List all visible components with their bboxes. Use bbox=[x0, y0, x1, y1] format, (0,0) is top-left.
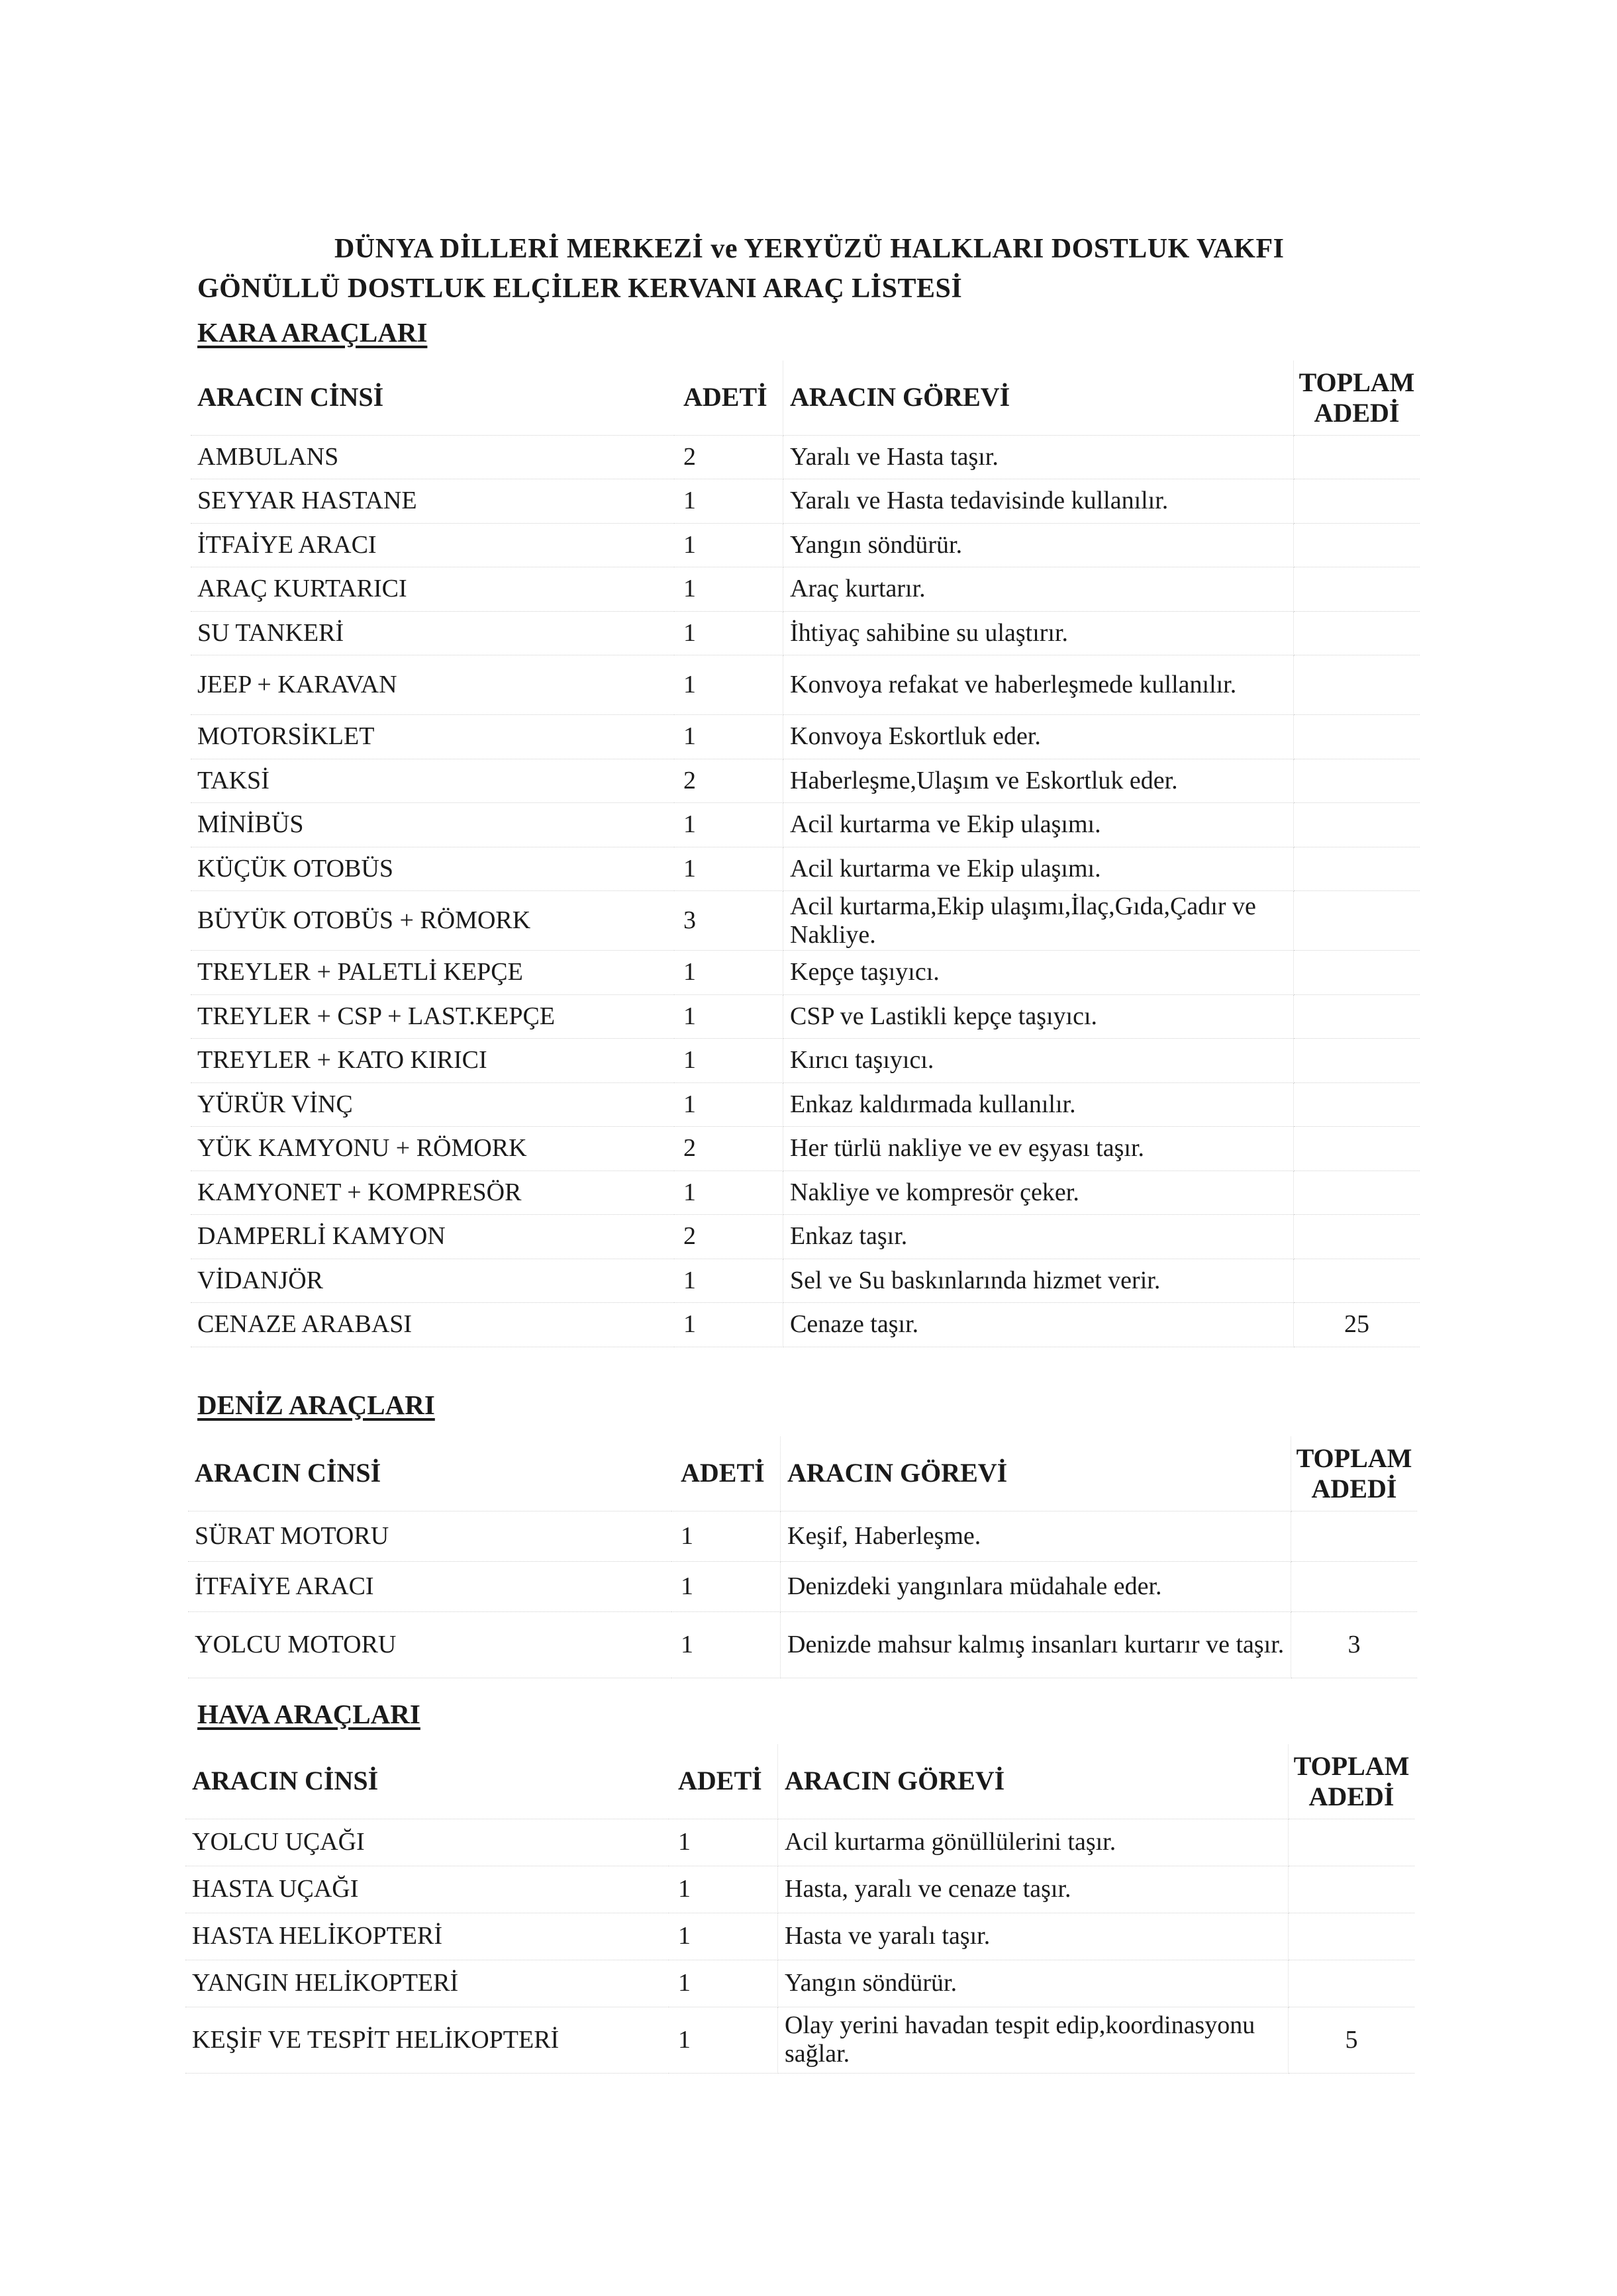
foundation-title: DÜNYA DİLLERİ MERKEZİ ve YERYÜZÜ HALKLARI DOSTLUK VAKFI bbox=[334, 234, 1285, 264]
table-row bbox=[191, 759, 1420, 803]
vehicle-task-cell: Yangın söndürür. bbox=[783, 523, 1294, 567]
section-total-cell bbox=[1294, 1039, 1420, 1083]
vehicle-task-cell: Konvoya Eskortluk eder. bbox=[783, 715, 1294, 759]
vehicle-qty-cell: 1 bbox=[674, 847, 783, 891]
col-header-total-line1: TOPLAM bbox=[1293, 1750, 1410, 1781]
col-header-type: ARACIN CİNSİ bbox=[191, 361, 674, 435]
vehicle-type-cell: YÜRÜR VİNÇ bbox=[191, 1082, 674, 1127]
section-total-cell bbox=[1294, 1082, 1420, 1127]
table-row bbox=[188, 1611, 1417, 1678]
table-row bbox=[191, 479, 1420, 524]
vehicle-task-cell: Kepçe taşıyıcı. bbox=[783, 951, 1294, 995]
vehicle-type-cell: VİDANJÖR bbox=[191, 1259, 674, 1303]
table-row bbox=[191, 1127, 1420, 1171]
section-total-cell bbox=[1294, 479, 1420, 524]
vehicle-type-cell: İTFAİYE ARACI bbox=[191, 523, 674, 567]
vehicle-task-cell: İhtiyaç sahibine su ulaştırır. bbox=[783, 611, 1294, 655]
vehicle-type-cell: DAMPERLİ KAMYON bbox=[191, 1215, 674, 1259]
vehicle-task-cell: Yangın söndürür. bbox=[778, 1960, 1289, 2007]
vehicle-task-cell: Yaralı ve Hasta taşır. bbox=[783, 435, 1294, 479]
vehicle-qty-cell: 1 bbox=[669, 1819, 778, 1866]
vehicle-type-cell: İTFAİYE ARACI bbox=[188, 1561, 671, 1611]
vehicle-task-cell: Kırıcı taşıyıcı. bbox=[783, 1039, 1294, 1083]
table-row bbox=[191, 1303, 1420, 1347]
section-title-land: KARA ARAÇLARI bbox=[197, 317, 428, 348]
section-total-cell: 3 bbox=[1291, 1611, 1418, 1678]
air-vehicles-table bbox=[185, 1745, 1414, 2074]
section-total-cell bbox=[1294, 655, 1420, 715]
col-header-total bbox=[1294, 361, 1420, 435]
vehicle-qty-cell: 1 bbox=[674, 523, 783, 567]
table-row bbox=[185, 2007, 1414, 2073]
vehicle-qty-cell: 1 bbox=[671, 1561, 781, 1611]
table-row bbox=[191, 523, 1420, 567]
vehicle-qty-cell: 1 bbox=[674, 1303, 783, 1347]
section-total-cell bbox=[1294, 1127, 1420, 1171]
vehicle-qty-cell: 1 bbox=[674, 479, 783, 524]
vehicle-qty-cell: 2 bbox=[674, 759, 783, 803]
table-row bbox=[185, 1913, 1414, 1960]
vehicle-qty-cell: 1 bbox=[674, 715, 783, 759]
col-header-type: ARACIN CİNSİ bbox=[188, 1437, 671, 1511]
table-row bbox=[191, 891, 1420, 951]
vehicle-qty-cell: 1 bbox=[669, 1866, 778, 1913]
section-total-cell bbox=[1294, 1259, 1420, 1303]
section-total-cell bbox=[1294, 951, 1420, 995]
table-row bbox=[185, 1819, 1414, 1866]
vehicle-task-cell: Enkaz kaldırmada kullanılır. bbox=[783, 1082, 1294, 1127]
vehicle-type-cell: TREYLER + KATO KIRICI bbox=[191, 1039, 674, 1083]
vehicle-qty-cell: 1 bbox=[669, 1913, 778, 1960]
vehicle-type-cell: TREYLER + PALETLİ KEPÇE bbox=[191, 951, 674, 995]
col-header-total-line2: ADEDİ bbox=[1314, 397, 1400, 428]
section-total-cell bbox=[1294, 1215, 1420, 1259]
col-header-task: ARACIN GÖREVİ bbox=[781, 1437, 1291, 1511]
vehicle-task-cell: Enkaz taşır. bbox=[783, 1215, 1294, 1259]
vehicle-task-cell: Acil kurtarma ve Ekip ulaşımı. bbox=[783, 803, 1294, 847]
col-header-qty: ADETİ bbox=[669, 1745, 778, 1819]
col-header-total bbox=[1289, 1745, 1415, 1819]
table-row bbox=[191, 1215, 1420, 1259]
table-row bbox=[191, 847, 1420, 891]
section-total-cell bbox=[1289, 1866, 1415, 1913]
vehicle-task-cell: Araç kurtarır. bbox=[783, 567, 1294, 612]
vehicle-type-cell: KAMYONET + KOMPRESÖR bbox=[191, 1171, 674, 1215]
vehicle-qty-cell: 1 bbox=[674, 951, 783, 995]
vehicle-qty-cell: 1 bbox=[674, 1171, 783, 1215]
vehicle-type-cell: TAKSİ bbox=[191, 759, 674, 803]
table-row bbox=[191, 655, 1420, 715]
section-total-cell bbox=[1291, 1511, 1418, 1561]
vehicle-task-cell: Acil kurtarma,Ekip ulaşımı,İlaç,Gıda,Çadır ve Nakliye. bbox=[783, 891, 1294, 951]
table-row bbox=[191, 1259, 1420, 1303]
vehicle-task-cell: Olay yerini havadan tespit edip,koordinasyonu sağlar. bbox=[778, 2007, 1289, 2073]
vehicle-task-cell: Yaralı ve Hasta tedavisinde kullanılır. bbox=[783, 479, 1294, 524]
vehicle-qty-cell: 2 bbox=[674, 1127, 783, 1171]
table-row bbox=[191, 715, 1420, 759]
section-total-cell bbox=[1289, 1819, 1415, 1866]
section-total-cell bbox=[1294, 611, 1420, 655]
sea-vehicles-table bbox=[188, 1437, 1417, 1678]
table-row bbox=[185, 1960, 1414, 2007]
vehicle-type-cell: ARAÇ KURTARICI bbox=[191, 567, 674, 612]
vehicle-task-cell: Sel ve Su baskınlarında hizmet verir. bbox=[783, 1259, 1294, 1303]
col-header-qty: ADETİ bbox=[674, 361, 783, 435]
vehicle-task-cell: Her türlü nakliye ve ev eşyası taşır. bbox=[783, 1127, 1294, 1171]
land-vehicles-table bbox=[191, 361, 1420, 1347]
vehicle-task-cell: Acil kurtarma gönüllülerini taşır. bbox=[778, 1819, 1289, 1866]
col-header-task: ARACIN GÖREVİ bbox=[778, 1745, 1289, 1819]
vehicle-task-cell: Denizdeki yangınlara müdahale eder. bbox=[781, 1561, 1291, 1611]
col-header-type: ARACIN CİNSİ bbox=[185, 1745, 669, 1819]
section-total-cell bbox=[1294, 435, 1420, 479]
vehicle-qty-cell: 1 bbox=[671, 1511, 781, 1561]
vehicle-type-cell: SEYYAR HASTANE bbox=[191, 479, 674, 524]
vehicle-task-cell: Denizde mahsur kalmış insanları kurtarır ve taşır. bbox=[781, 1611, 1291, 1678]
vehicle-type-cell: MOTORSİKLET bbox=[191, 715, 674, 759]
section-total-cell bbox=[1294, 803, 1420, 847]
table-row bbox=[191, 951, 1420, 995]
vehicle-qty-cell: 1 bbox=[674, 567, 783, 612]
list-title: GÖNÜLLÜ DOSTLUK ELÇİLER KERVANI ARAÇ LİSTESİ bbox=[197, 273, 963, 304]
vehicle-type-cell: TREYLER + CSP + LAST.KEPÇE bbox=[191, 994, 674, 1039]
vehicle-task-cell: Nakliye ve kompresör çeker. bbox=[783, 1171, 1294, 1215]
table-row bbox=[191, 1039, 1420, 1083]
table-row bbox=[191, 1082, 1420, 1127]
vehicle-type-cell: YOLCU UÇAĞI bbox=[185, 1819, 669, 1866]
table-header-row bbox=[191, 361, 1420, 435]
vehicle-qty-cell: 1 bbox=[674, 655, 783, 715]
section-total-cell: 25 bbox=[1294, 1303, 1420, 1347]
vehicle-qty-cell: 1 bbox=[674, 994, 783, 1039]
table-row bbox=[191, 611, 1420, 655]
vehicle-qty-cell: 1 bbox=[671, 1611, 781, 1678]
vehicle-type-cell: SÜRAT MOTORU bbox=[188, 1511, 671, 1561]
vehicle-type-cell: HASTA UÇAĞI bbox=[185, 1866, 669, 1913]
vehicle-qty-cell: 2 bbox=[674, 435, 783, 479]
section-total-cell bbox=[1289, 1960, 1415, 2007]
table-row bbox=[191, 435, 1420, 479]
section-total-cell bbox=[1294, 1171, 1420, 1215]
table-row bbox=[191, 1171, 1420, 1215]
vehicle-type-cell: AMBULANS bbox=[191, 435, 674, 479]
vehicle-type-cell: MİNİBÜS bbox=[191, 803, 674, 847]
section-total-cell: 5 bbox=[1289, 2007, 1415, 2073]
vehicle-type-cell: KÜÇÜK OTOBÜS bbox=[191, 847, 674, 891]
vehicle-qty-cell: 3 bbox=[674, 891, 783, 951]
table-header-row bbox=[188, 1437, 1417, 1511]
vehicle-type-cell: BÜYÜK OTOBÜS + RÖMORK bbox=[191, 891, 674, 951]
vehicle-type-cell: YÜK KAMYONU + RÖMORK bbox=[191, 1127, 674, 1171]
table-row bbox=[191, 567, 1420, 612]
section-total-cell bbox=[1294, 847, 1420, 891]
table-row bbox=[188, 1511, 1417, 1561]
table-header-row bbox=[185, 1745, 1414, 1819]
section-total-cell bbox=[1291, 1561, 1418, 1611]
vehicle-type-cell: CENAZE ARABASI bbox=[191, 1303, 674, 1347]
vehicle-qty-cell: 1 bbox=[669, 1960, 778, 2007]
table-row bbox=[191, 803, 1420, 847]
section-total-cell bbox=[1294, 523, 1420, 567]
vehicle-qty-cell: 1 bbox=[674, 611, 783, 655]
vehicle-qty-cell: 1 bbox=[669, 2007, 778, 2073]
section-title-air: HAVA ARAÇLARI bbox=[197, 1699, 420, 1729]
vehicle-type-cell: SU TANKERİ bbox=[191, 611, 674, 655]
vehicle-task-cell: Konvoya refakat ve haberleşmede kullanılır. bbox=[783, 655, 1294, 715]
vehicle-task-cell: Acil kurtarma ve Ekip ulaşımı. bbox=[783, 847, 1294, 891]
section-total-cell bbox=[1289, 1913, 1415, 1960]
vehicle-type-cell: KEŞİF VE TESPİT HELİKOPTERİ bbox=[185, 2007, 669, 2073]
section-total-cell bbox=[1294, 715, 1420, 759]
vehicle-qty-cell: 1 bbox=[674, 1082, 783, 1127]
col-header-total-line1: TOPLAM bbox=[1296, 1443, 1412, 1473]
section-total-cell bbox=[1294, 567, 1420, 612]
vehicle-type-cell: YANGIN HELİKOPTERİ bbox=[185, 1960, 669, 2007]
col-header-total-line1: TOPLAM bbox=[1298, 367, 1415, 397]
vehicle-task-cell: Hasta, yaralı ve cenaze taşır. bbox=[778, 1866, 1289, 1913]
vehicle-qty-cell: 2 bbox=[674, 1215, 783, 1259]
col-header-total-line2: ADEDİ bbox=[1311, 1473, 1397, 1504]
table-row bbox=[188, 1561, 1417, 1611]
table-row bbox=[191, 994, 1420, 1039]
section-total-cell bbox=[1294, 994, 1420, 1039]
vehicle-task-cell: CSP ve Lastikli kepçe taşıyıcı. bbox=[783, 994, 1294, 1039]
table-row bbox=[185, 1866, 1414, 1913]
vehicle-type-cell: JEEP + KARAVAN bbox=[191, 655, 674, 715]
vehicle-type-cell: HASTA HELİKOPTERİ bbox=[185, 1913, 669, 1960]
vehicle-task-cell: Hasta ve yaralı taşır. bbox=[778, 1913, 1289, 1960]
vehicle-task-cell: Keşif, Haberleşme. bbox=[781, 1511, 1291, 1561]
col-header-qty: ADETİ bbox=[671, 1437, 781, 1511]
section-title-sea: DENİZ ARAÇLARI bbox=[197, 1390, 435, 1420]
col-header-total-line2: ADEDİ bbox=[1308, 1781, 1395, 1811]
col-header-total bbox=[1291, 1437, 1418, 1511]
vehicle-task-cell: Haberleşme,Ulaşım ve Eskortluk eder. bbox=[783, 759, 1294, 803]
vehicle-qty-cell: 1 bbox=[674, 1039, 783, 1083]
col-header-task: ARACIN GÖREVİ bbox=[783, 361, 1294, 435]
vehicle-qty-cell: 1 bbox=[674, 803, 783, 847]
section-total-cell bbox=[1294, 891, 1420, 951]
section-total-cell bbox=[1294, 759, 1420, 803]
vehicle-qty-cell: 1 bbox=[674, 1259, 783, 1303]
vehicle-task-cell: Cenaze taşır. bbox=[783, 1303, 1294, 1347]
vehicle-type-cell: YOLCU MOTORU bbox=[188, 1611, 671, 1678]
